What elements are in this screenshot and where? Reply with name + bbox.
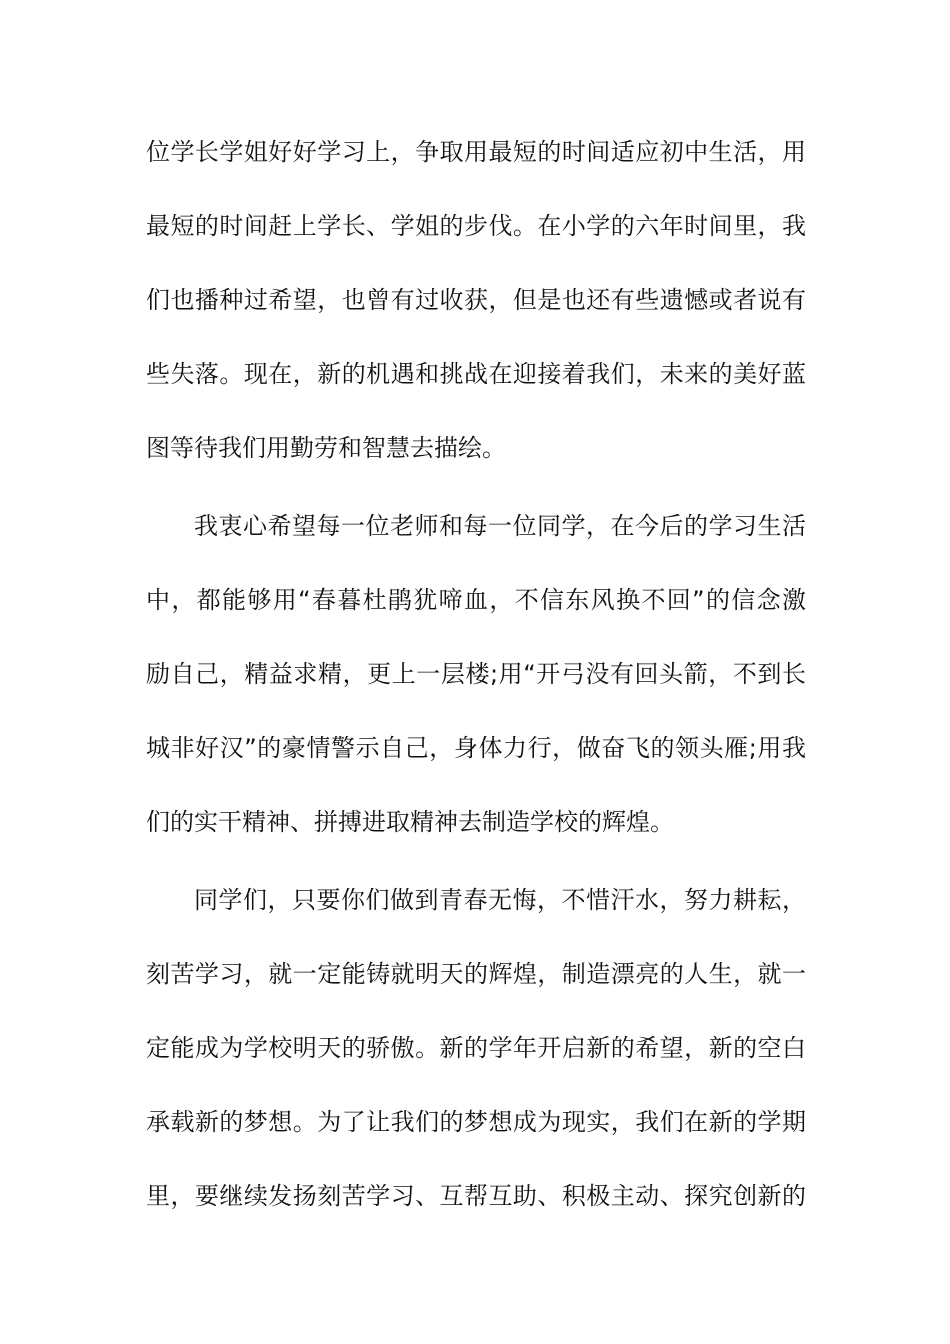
paragraph-first-line: 我衷心希望每一位老师和每一位同学，在今后的学习生活 xyxy=(194,512,806,540)
text-line: 刻苦学习，就一定能铸就明天的辉煌，制造漂亮的人生，就一 xyxy=(146,960,806,988)
text-line: 位学长学姐好好学习上，争取用最短的时间适应初中生活，用 xyxy=(146,138,806,166)
text-line: 里，要继续发扬刻苦学习、互帮互助、积极主动、探究创新的 xyxy=(146,1182,806,1210)
text-line: 承载新的梦想。为了让我们的梦想成为现实，我们在新的学期 xyxy=(146,1108,806,1136)
text-line: 最短的时间赶上学长、学姐的步伐。在小学的六年时间里，我 xyxy=(146,212,806,240)
text-line: 些失落。现在，新的机遇和挑战在迎接着我们，未来的美好蓝 xyxy=(146,360,806,388)
text-line: 图等待我们用勤劳和智慧去描绘。 xyxy=(146,434,506,462)
text-line: 城非好汉”的豪情警示自己，身体力行，做奋飞的领头雁;用我 xyxy=(146,734,806,762)
text-line: 们也播种过希望，也曾有过收获，但是也还有些遗憾或者说有 xyxy=(146,286,806,314)
text-line: 励自己，精益求精，更上一层楼;用“开弓没有回头箭，不到长 xyxy=(146,660,806,688)
paragraph-first-line: 同学们，只要你们做到青春无悔，不惜汗水，努力耕耘， xyxy=(194,886,806,914)
text-line: 们的实干精神、拼搏进取精神去制造学校的辉煌。 xyxy=(146,808,674,836)
text-line: 定能成为学校明天的骄傲。新的学年开启新的希望，新的空白 xyxy=(146,1034,806,1062)
text-line: 中，都能够用“春暮杜鹃犹啼血，不信东风换不回”的信念激 xyxy=(146,586,806,614)
